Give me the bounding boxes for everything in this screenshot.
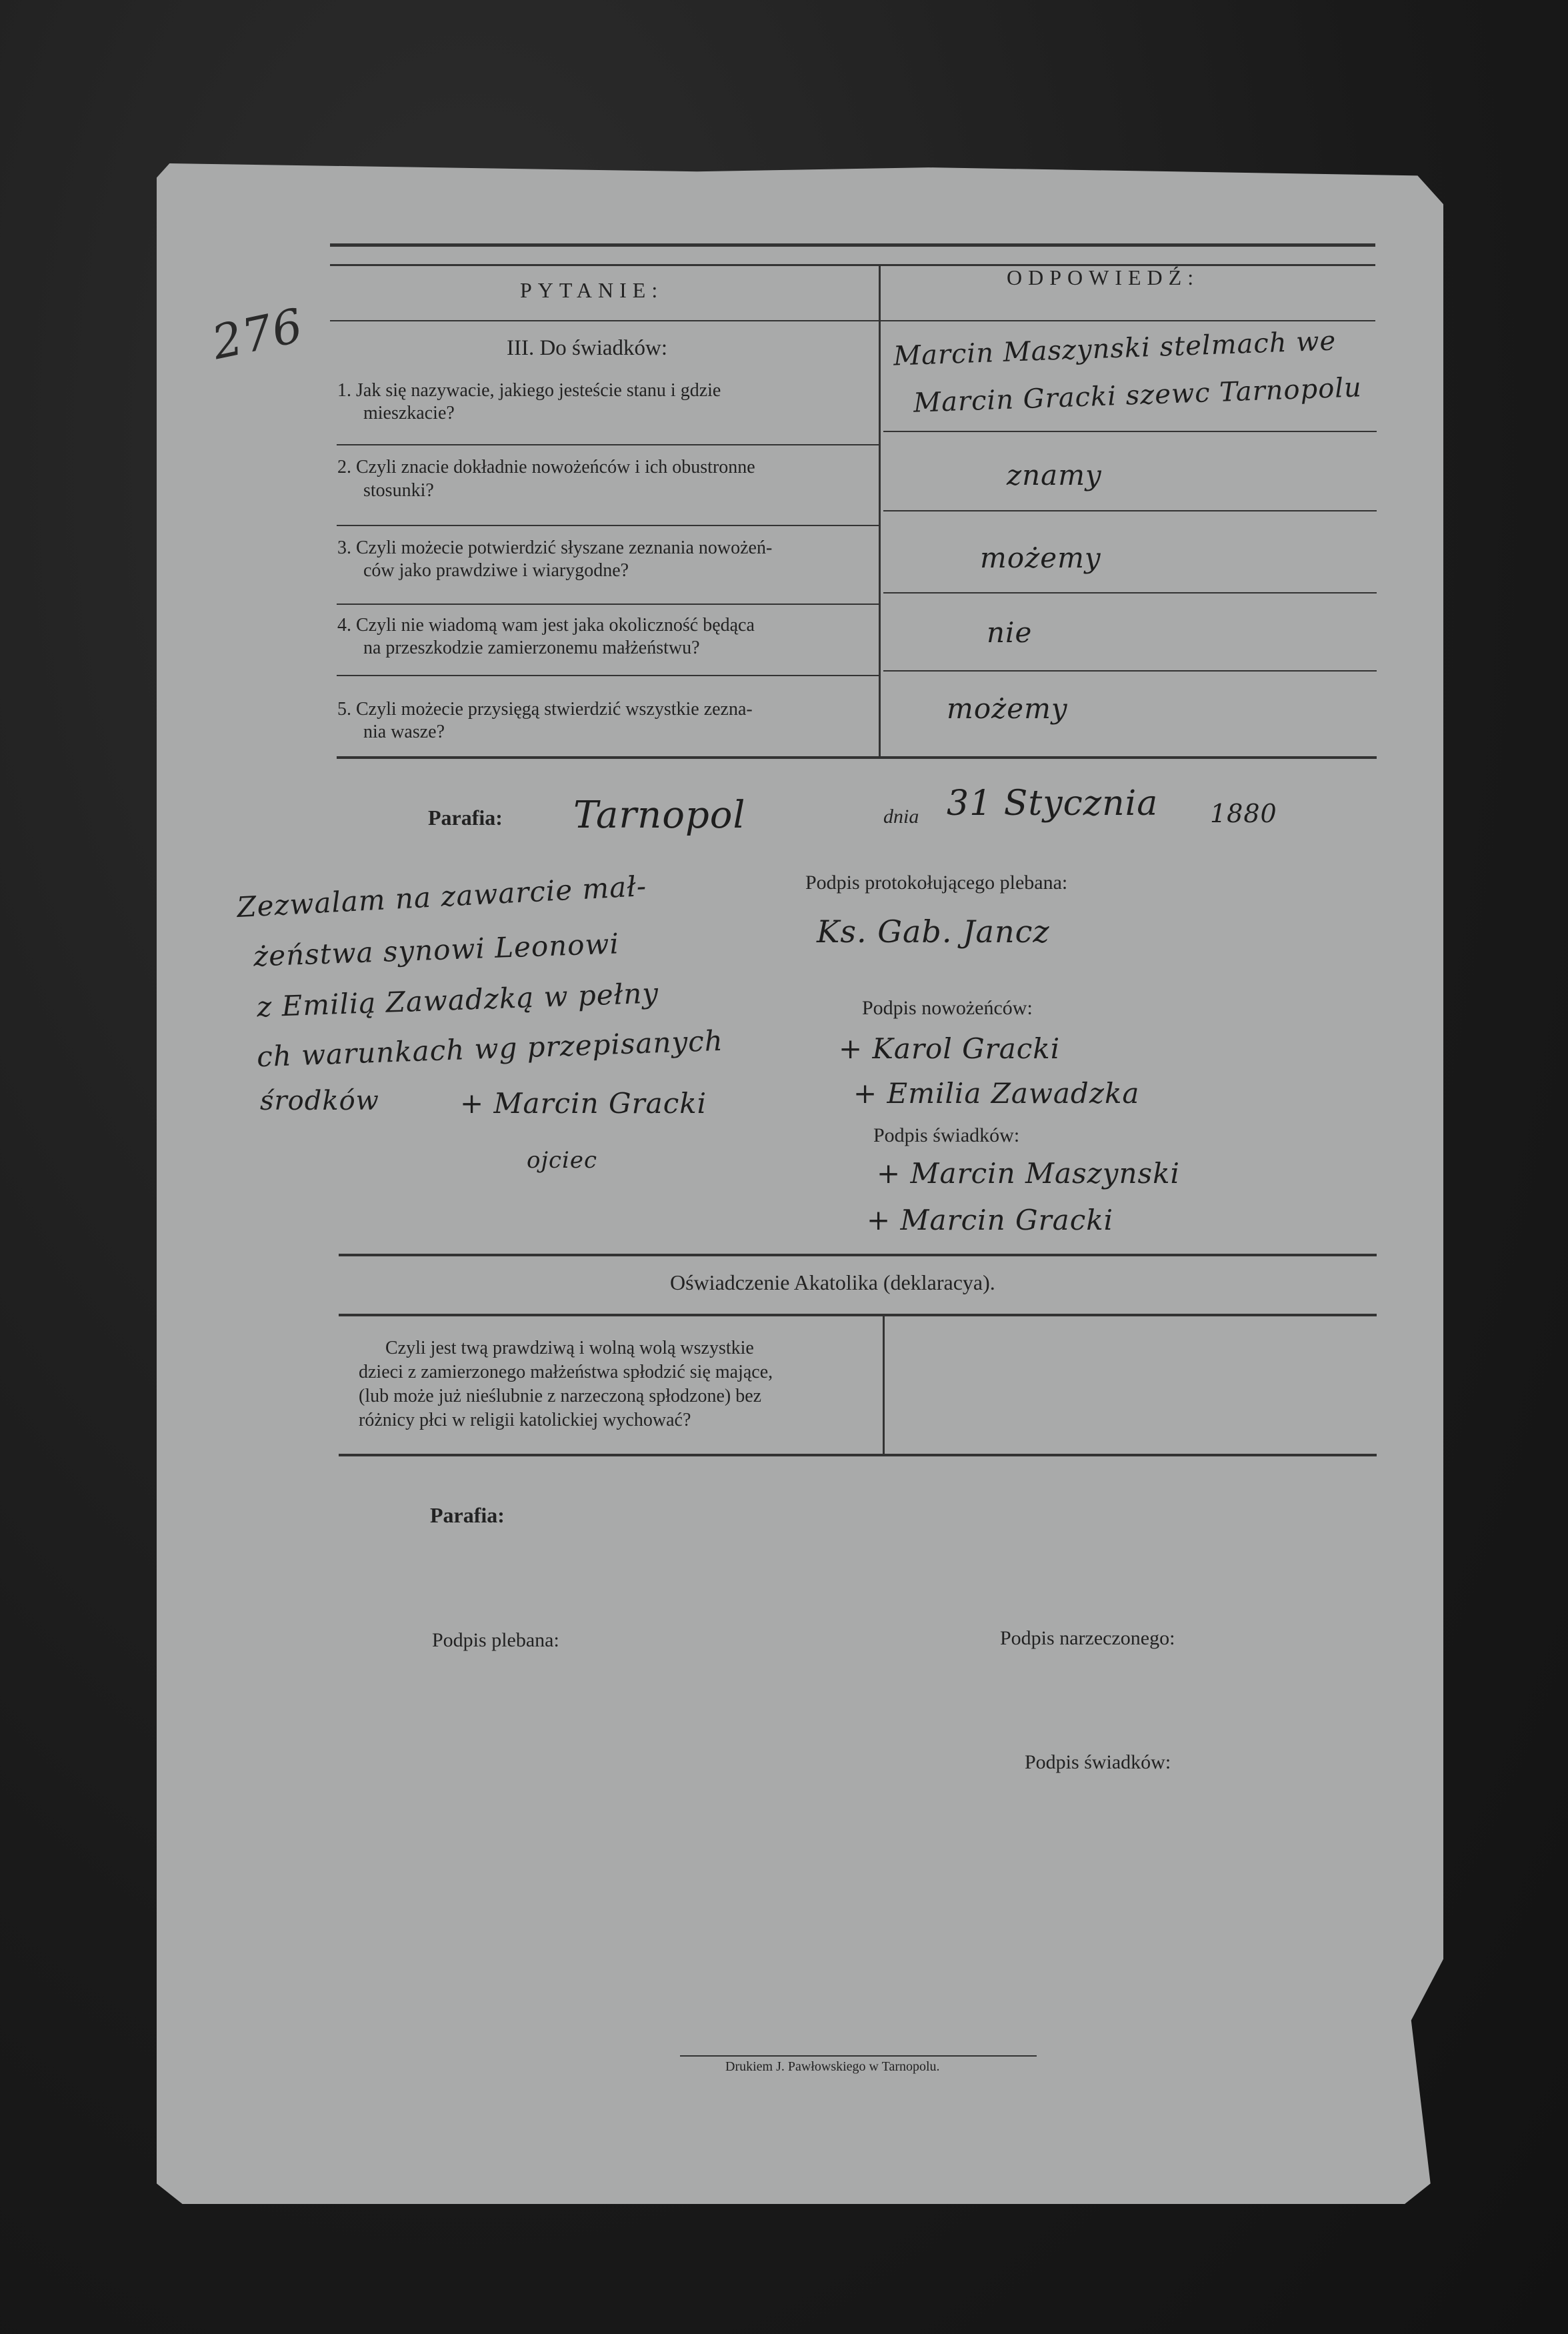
col-answer-header: ODPOWIEDŹ:	[1007, 265, 1200, 289]
spouses-signature-label: Podpis nowożeńców:	[862, 997, 1033, 1019]
consent-line-3: z Emilią Zawadzką w pełny	[256, 976, 659, 1024]
question-5-line-1: 5. Czyli możecie przysięgą stwierdzić wszystkie zezna-	[337, 699, 753, 720]
consent-signature: + Marcin Gracki	[460, 1087, 707, 1120]
answer-5: możemy	[947, 692, 1068, 725]
declaration-top-rule	[339, 1254, 1377, 1256]
table-top-rule	[330, 243, 1375, 247]
declaration-line-4: różnicy płci w religii katolickiej wychować?	[359, 1410, 691, 1430]
consent-line-4: ch warunkach wg przepisanych	[256, 1024, 724, 1074]
date-year: 1880	[1210, 799, 1277, 828]
answer-1-line-1: Marcin Maszynski stelmach we	[893, 325, 1337, 372]
spouse-signature-1: + Karol Gracki	[839, 1032, 1061, 1065]
question-1-line-2: mieszkacie?	[363, 403, 455, 423]
witness-signature-2: + Marcin Gracki	[867, 1204, 1114, 1236]
row-divider	[337, 675, 879, 676]
declaration-line-1: Czyli jest twą prawdziwą i wolną wolą wszystkie	[385, 1338, 754, 1358]
question-3-line-2: ców jako prawdziwe i wiarygodne?	[363, 560, 629, 581]
section-heading: III. Do świadków:	[507, 336, 668, 360]
row-divider	[883, 510, 1377, 511]
consent-signature-role: ojciec	[527, 1147, 598, 1174]
declaration-bottom-rule	[339, 1454, 1377, 1456]
bottom-parish-label: Parafia:	[430, 1503, 505, 1527]
row-divider	[337, 525, 879, 526]
question-1-line-1: 1. Jak się nazywacie, jakiego jesteście stanu i gdzie	[337, 380, 721, 401]
row-divider	[883, 592, 1377, 594]
table-top-rule-2	[330, 264, 1375, 266]
bottom-witnesses-label: Podpis świadków:	[1025, 1751, 1171, 1773]
declaration-header-rule	[339, 1314, 1377, 1316]
row-divider	[337, 444, 879, 445]
question-4-line-1: 4. Czyli nie wiadomą wam jest jaka okoliczność będąca	[337, 615, 755, 636]
printer-imprint: Drukiem J. Pawłowskiego w Tarnopolu.	[725, 2059, 940, 2074]
answer-1-line-2: Marcin Gracki szewc Tarnopolu	[913, 372, 1363, 419]
priest-signature-label: Podpis protokołującego plebana:	[805, 872, 1068, 894]
consent-line-2: żeństwa synowi Leonowi	[253, 927, 620, 973]
question-3-line-1: 3. Czyli możecie potwierdzić słyszane zeznania nowożeń-	[337, 537, 773, 558]
answer-3: możemy	[980, 541, 1101, 574]
column-divider	[879, 264, 881, 756]
consent-line-1: Zezwalam na zawarcie mał-	[236, 869, 648, 924]
row-divider	[883, 431, 1377, 432]
answer-2: znamy	[1007, 459, 1102, 491]
date-value: 31 Stycznia	[947, 784, 1159, 824]
question-2-line-1: 2. Czyli znacie dokładnie nowożeńców i ich obustronne	[337, 457, 755, 477]
row-divider	[883, 670, 1377, 672]
parish-label: Parafia:	[428, 806, 503, 830]
question-4-line-2: na przeszkodzie zamierzonemu małżeństwu?	[363, 638, 700, 658]
bottom-groom-label: Podpis narzeczonego:	[1000, 1627, 1175, 1649]
question-2-line-2: stosunki?	[363, 480, 434, 501]
witness-signature-1: + Marcin Maszynski	[877, 1157, 1180, 1190]
date-label: dnia	[883, 806, 919, 828]
declaration-line-2: dzieci z zamierzonego małżeństwa spłodzić się mające,	[359, 1362, 773, 1382]
bottom-priest-label: Podpis plebana:	[432, 1629, 559, 1651]
imprint-rule	[680, 2055, 1037, 2057]
declaration-column-divider	[883, 1316, 885, 1454]
col-question-header: PYTANIE:	[520, 278, 664, 302]
consent-line-5: środków	[260, 1086, 379, 1116]
declaration-line-3: (lub może już nieślubnie z narzeczoną spłodzone) bez	[359, 1386, 762, 1406]
margin-number: 276	[207, 297, 308, 371]
table-bottom-rule	[337, 756, 1377, 759]
row-divider	[337, 604, 879, 605]
witnesses-signature-label: Podpis świadków:	[873, 1124, 1020, 1146]
spouse-signature-2: + Emilia Zawadzka	[853, 1077, 1140, 1110]
parish-value: Tarnopol	[573, 794, 746, 837]
answer-4: nie	[987, 616, 1033, 649]
priest-signature: Ks. Gab. Jancz	[817, 914, 1050, 950]
declaration-title: Oświadczenie Akatolika (deklaracya).	[670, 1270, 995, 1294]
header-divider	[330, 320, 1375, 321]
question-5-line-2: nia wasze?	[363, 722, 445, 742]
